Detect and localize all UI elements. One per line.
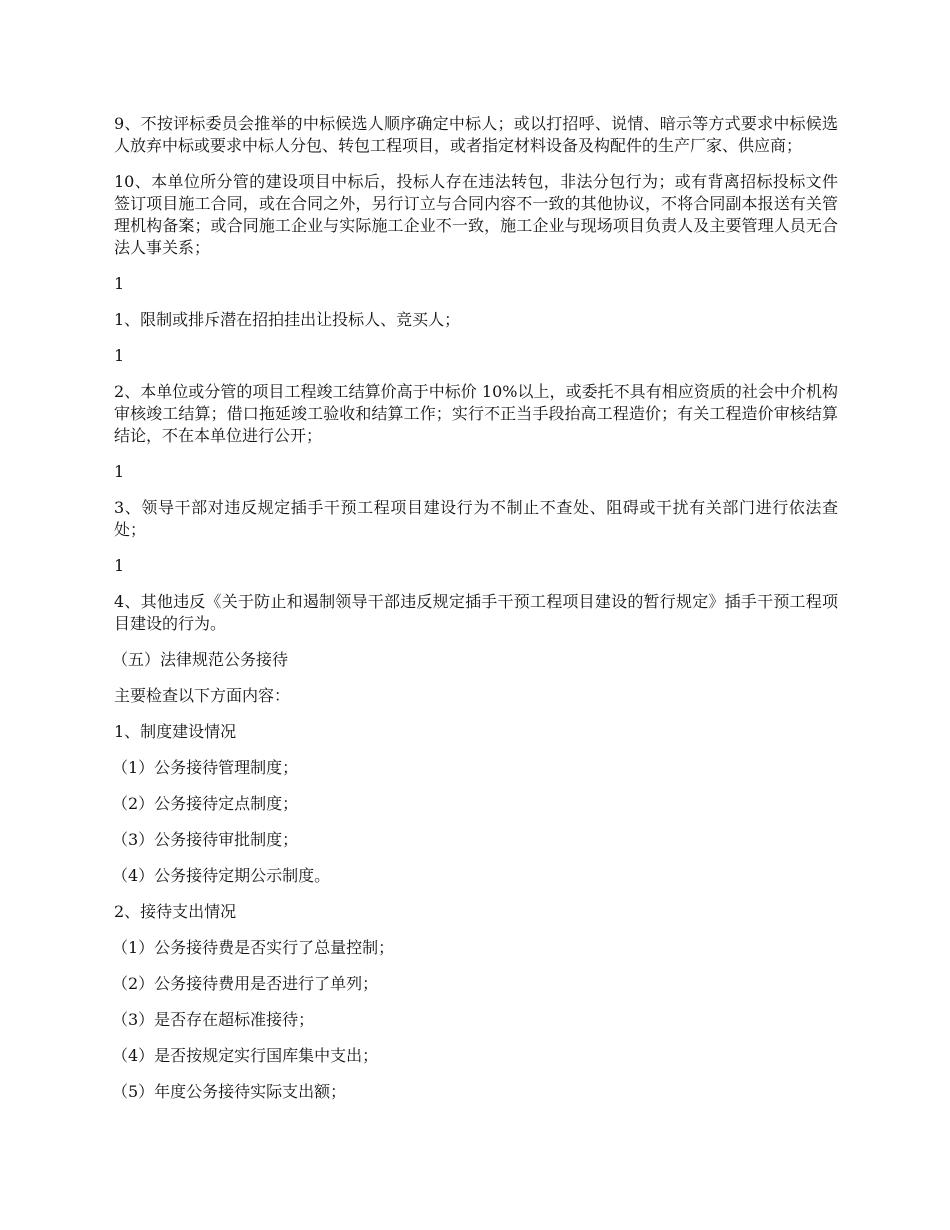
paragraph-item-9: 9、不按评标委员会推举的中标候选人顺序确定中标人；或以打招呼、说情、暗示等方式要求中标候选人放弃中标或要求中标人分包、转包工程项目，或者指定材料设备及构配件的生产厂家、供应商； bbox=[114, 114, 838, 155]
list-item: （1）公务接待费是否实行了总量控制； bbox=[112, 938, 395, 957]
list-item: （4）是否按规定实行国库集中支出； bbox=[112, 1046, 379, 1065]
paragraph-item-1: 1、限制或排斥潜在招拍挂出让投标人、竞买人； bbox=[114, 310, 461, 329]
section-heading: （五）法律规范公务接待 bbox=[112, 650, 289, 669]
list-item: （1）公务接待管理制度； bbox=[112, 758, 299, 777]
page-number-fragment: 1 bbox=[114, 274, 125, 293]
page-number-fragment: 1 bbox=[114, 346, 125, 365]
paragraph-item-2: 2、本单位或分管的项目工程竣工结算价高于中标价 10%以上，或委托不具有相应资质的社会中介机构审核竣工结算；借口拖延竣工验收和结算工作；实行不正当手段抬高工程造价；有关工程造价审核结算结论，不在本单位进行公开； bbox=[114, 382, 838, 445]
list-item: （5）年度公务接待实际支出额； bbox=[112, 1082, 347, 1101]
list-item: （3）公务接待审批制度； bbox=[112, 830, 299, 849]
list-item: （2）公务接待费用是否进行了单列； bbox=[112, 974, 379, 993]
paragraph-item-10: 10、本单位所分管的建设项目中标后，投标人存在违法转包，非法分包行为；或有背离招标投标文件签订项目施工合同，或在合同之外，另行订立与合同内容不一致的其他协议，不将合同副本报送有关管理机构备案；或合同施工企业与实际施工企业不一致，施工企业与现场项目负责人及主要管理人员无合法人事关系； bbox=[114, 172, 838, 257]
list-item: （4）公务接待定期公示制度。 bbox=[112, 866, 331, 885]
list-item: （2）公务接待定点制度； bbox=[112, 794, 299, 813]
list-item: （3）是否存在超标准接待； bbox=[112, 1010, 315, 1029]
page-number-fragment: 1 bbox=[114, 462, 125, 481]
subheading-institution: 1、制度建设情况 bbox=[114, 722, 237, 741]
subheading-expenditure: 2、接待支出情况 bbox=[114, 902, 237, 921]
paragraph-item-3: 3、领导干部对违反规定插手干预工程项目建设行为不制止不查处、阻碍或干扰有关部门进行依法查处； bbox=[114, 498, 838, 539]
document-body bbox=[114, 113, 838, 1117]
section-intro: 主要检查以下方面内容： bbox=[114, 686, 291, 705]
paragraph-item-4: 4、其他违反《关于防止和遏制领导干部违反规定插手干预工程项目建设的暂行规定》插手干预工程项目建设的行为。 bbox=[114, 592, 838, 633]
page-number-fragment: 1 bbox=[114, 556, 125, 575]
